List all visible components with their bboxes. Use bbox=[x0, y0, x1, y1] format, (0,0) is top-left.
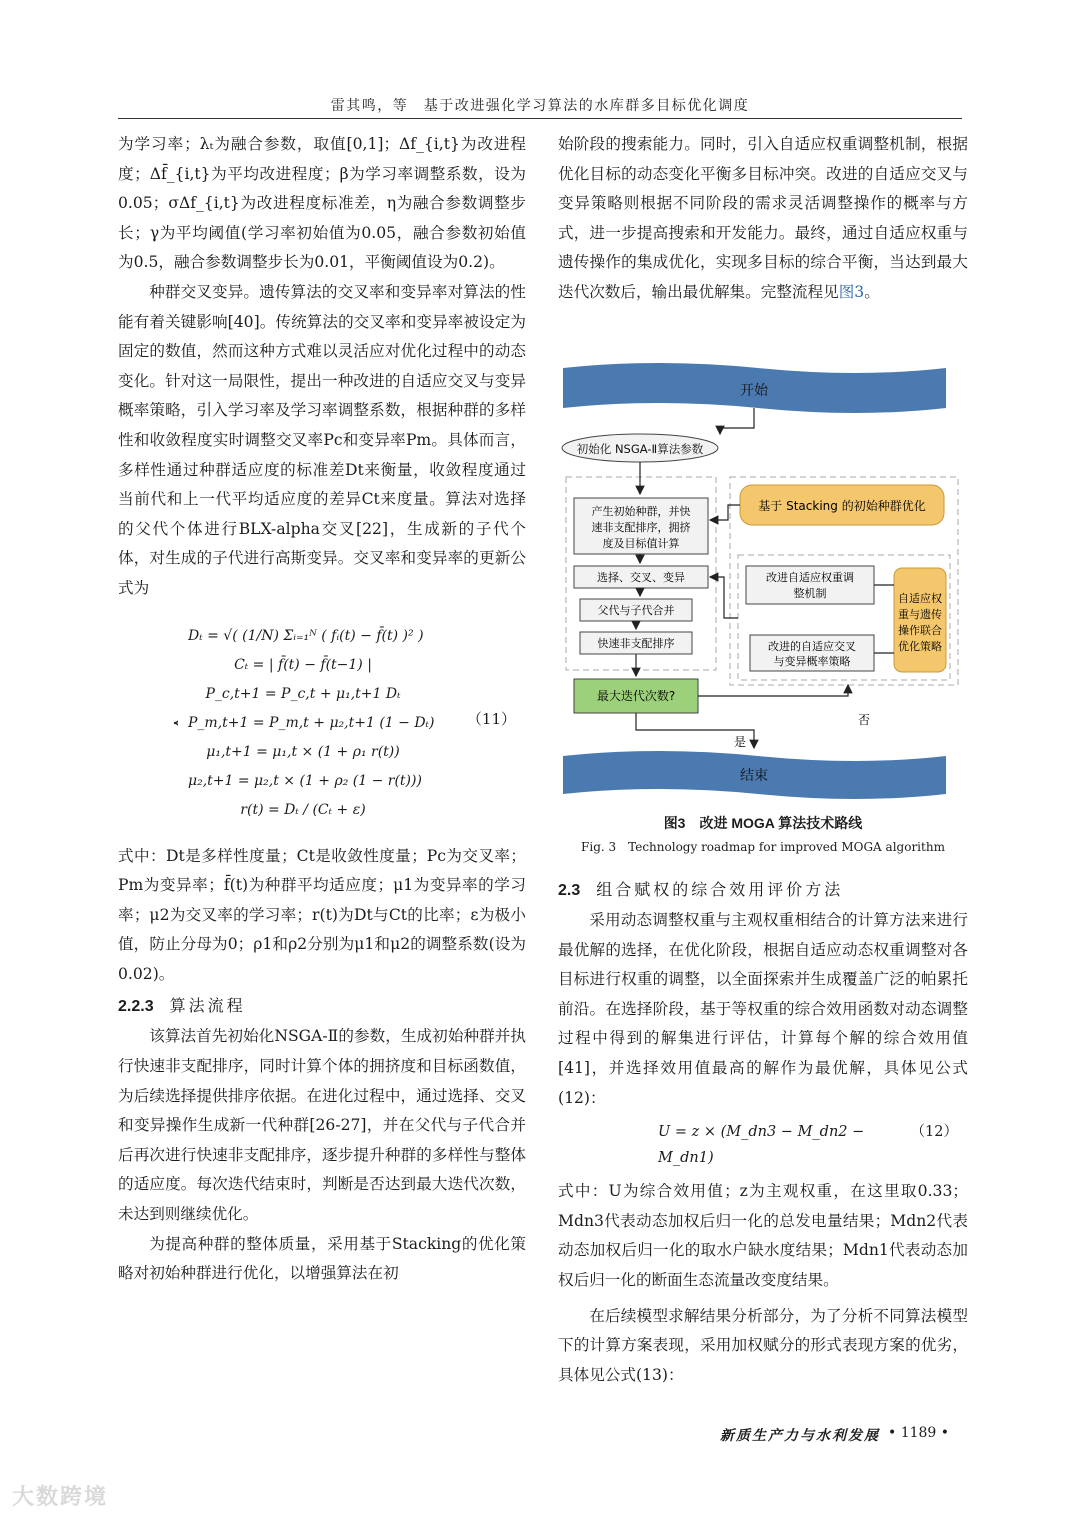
figure-caption-en: Fig. 3 Technology roadmap for improved MOGA algorithm bbox=[581, 840, 945, 854]
equation-11 bbox=[118, 612, 526, 834]
cross-line-1: 改进的自适应交叉 bbox=[768, 640, 856, 653]
step-1-line-3: 度及目标值计算 bbox=[602, 537, 680, 550]
section-number: 2.3 bbox=[558, 882, 581, 899]
equation-line: P_m,t+1 = P_m,t + μ₂,t+1 (1 − Dₜ) bbox=[188, 714, 435, 731]
no-label: 否 bbox=[858, 713, 871, 727]
right-para-1-text: 始阶段的搜索能力。同时，引入自适应权重调整机制，根据优化目标的动态变化平衡多目标冲突。改进的自适应交叉与变异策略则根据不同阶段的需求灵活调整操作的概率与方式，进一步提高搜索和开发能力。最终，通过自适应权重与遗传操作的集成优化，实现多目标的综合平衡，当达到最大迭代次数后，输出最优解集。完整流程见 bbox=[558, 135, 968, 301]
step-4-label: 快速非支配排序 bbox=[597, 637, 675, 650]
yes-label: 是 bbox=[734, 735, 747, 749]
equation-11-lines bbox=[188, 622, 435, 825]
joint-line-1: 自适应权 bbox=[898, 592, 942, 605]
left-para-1: 为学习率；λₜ为融合参数，取值[0,1]；Δf_{i,t}为改进程度；Δf̄_{i,t}为平均改进程度；β为学习率调整系数，设为0.05；σΔf_{i,t}为改进程度标准差，η为融合参数调整步长；γ为平均阈值(学习率初始值为0.05，融合参数初始值为0.5，融合参数调整步长为0.01，平衡阈值设为0.2)。 bbox=[118, 135, 526, 272]
header-rule bbox=[118, 118, 962, 119]
running-head: 雷其鸣，等 基于改进强化学习算法的水库群多目标优化调度 bbox=[330, 98, 750, 114]
section-title: 算法流程 bbox=[169, 996, 246, 1016]
equation-line: Dₜ = √( (1/N) Σᵢ₌₁ᴺ ( fᵢ(t) − f̄(t) )² ) bbox=[188, 627, 424, 644]
cross-line-2: 与变异概率策略 bbox=[773, 655, 851, 668]
step-1-line-2: 速非支配排序，拥挤 bbox=[591, 521, 691, 534]
decision-label: 最大迭代次数? bbox=[596, 689, 676, 703]
equation-line: r(t) = Dₜ / (Cₜ + ε) bbox=[240, 801, 366, 818]
watermark: 大数跨境 bbox=[12, 1484, 109, 1509]
equation-12-number: （12） bbox=[910, 1124, 958, 1141]
right-column-top bbox=[558, 130, 968, 308]
weight-line-1: 改进自适应权重调 bbox=[766, 571, 854, 584]
equation-11-number: （11） bbox=[466, 709, 516, 728]
equation-12 bbox=[658, 1119, 968, 1171]
joint-line-2: 重与遗传 bbox=[898, 608, 942, 621]
section-heading-2-3 bbox=[558, 875, 968, 906]
left-para-4: 该算法首先初始化NSGA-Ⅱ的参数，生成初始种群并执行快速非支配排序，同时计算个体的拥挤度和目标函数值，为后续选择提供排序依据。在进化过程中，通过选择、交叉和变异操作生成新一代种群[26-27]，并在父代与子代合并后再次进行快速非支配排序，逐步提升种群的多样性与整体的适应度。每次迭代结束时，判断是否达到最大迭代次数，未达到则继续优化。 bbox=[118, 1027, 526, 1224]
left-para-5: 为提高种群的整体质量，采用基于Stacking的优化策略对初始种群进行优化，以增强算法在初 bbox=[118, 1234, 526, 1283]
step-2-label: 选择、交叉、变异 bbox=[597, 571, 685, 584]
right-para-2: 采用动态调整权重与主观权重相结合的计算方法来进行最优解的选择，在优化阶段，根据自适应动态权重调整对各目标进行权重的调整，以全面探索并生成覆盖广泛的帕累托前沿。在选择阶段，基于等权重的综合效用函数对动态调整过程中得到的解集进行评估，计算每个解的综合效用值[41]，并选择效用值最高的解作为最优解，具体见公式(12)： bbox=[558, 911, 968, 1107]
right-para-1-end: 。 bbox=[864, 282, 880, 301]
equation-brace bbox=[118, 612, 178, 834]
footer-journal: 新质生产力与水利发展 bbox=[720, 1428, 880, 1444]
equation-line: Cₜ = | f̄(t) − f̄(t−1) | bbox=[234, 656, 372, 673]
end-label: 结束 bbox=[740, 768, 768, 784]
init-label: 初始化 NSGA-Ⅱ算法参数 bbox=[576, 442, 704, 456]
stacking-label: 基于 Stacking 的初始种群优化 bbox=[758, 499, 926, 513]
figure-3 bbox=[558, 360, 978, 800]
left-para-2: 种群交叉变异。遗传算法的交叉率和变异率对算法的性能有着关键影响[40]。传统算法的交叉率和变异率被设定为固定的数值，然而这种方式难以灵活应对优化过程中的动态变化。针对这一局限性，提出一种改进的自适应交叉与变异概率策略，引入学习率及学习率调整系数，根据种群的多样性和收敛程度实时调整交叉率Pc和变异率Pm。具体而言，多样性通过种群适应度的标准差Dt来衡量，收敛程度通过当前代和上一代平均适应度的差异Ct来度量。算法对选择的父代个体进行BLX-alpha交叉[22]，生成新的子代个体，对生成的子代进行高斯变异。交叉率和变异率的更新公式为 bbox=[118, 282, 526, 597]
left-column bbox=[118, 130, 526, 1289]
right-para-3: 式中：U为综合效用值；z为主观权重，在这里取0.33；Mdn3代表动态加权后归一化的总发电量结果；Mdn2代表动态加权后归一化的取水户缺水度结果；Mdn1代表动态加权后归一化的断面生态流量改变度结果。 bbox=[558, 1182, 968, 1289]
page-number: • 1189 • bbox=[888, 1425, 950, 1441]
equation-12-body: U = z × (M_dn3 − M_dn2 − M_dn1) bbox=[658, 1124, 865, 1167]
section-title: 组合赋权的综合效用评价方法 bbox=[596, 880, 844, 899]
figure-caption-cn: 图3 改进 MOGA 算法技术路线 bbox=[663, 815, 863, 831]
right-para-1 bbox=[558, 130, 968, 308]
joint-line-3: 操作联合 bbox=[898, 624, 942, 637]
start-label: 开始 bbox=[740, 383, 768, 399]
section-heading-2-2-3 bbox=[118, 991, 526, 1022]
equation-line: μ₂,t+1 = μ₂,t × (1 + ρ₂ (1 − r(t))) bbox=[188, 772, 422, 789]
left-para-3: 式中：Dt是多样性度量；Ct是收敛性度量；Pc为交叉率；Pm为变异率；f̄(t)为种群平均适应度；μ1为变异率的学习率；μ2为交叉率的学习率；r(t)为Dt与Ct的比率；ε为极小值，防止分母为0；ρ1和ρ2分别为μ1和μ2的调整系数(设为0.02)。 bbox=[118, 846, 526, 983]
right-para-4: 在后续模型求解结果分析部分，为了分析不同算法模型下的计算方案表现，采用加权赋分的形式表现方案的优劣，具体见公式(13)： bbox=[558, 1306, 968, 1384]
section-number: 2.2.3 bbox=[118, 998, 154, 1016]
figure-3-link[interactable]: 图3 bbox=[838, 282, 865, 301]
equation-line: P_c,t+1 = P_c,t + μ₁,t+1 Dₜ bbox=[205, 685, 401, 702]
equation-line: μ₁,t+1 = μ₁,t × (1 + ρ₁ r(t)) bbox=[206, 743, 400, 760]
step-3-label: 父代与子代合并 bbox=[597, 604, 675, 617]
joint-line-4: 优化策略 bbox=[898, 640, 942, 653]
right-column-bottom bbox=[558, 873, 968, 1390]
step-1-line-1: 产生初始种群，并快 bbox=[591, 505, 691, 518]
flowchart bbox=[558, 360, 978, 800]
weight-line-2: 整机制 bbox=[793, 587, 827, 600]
